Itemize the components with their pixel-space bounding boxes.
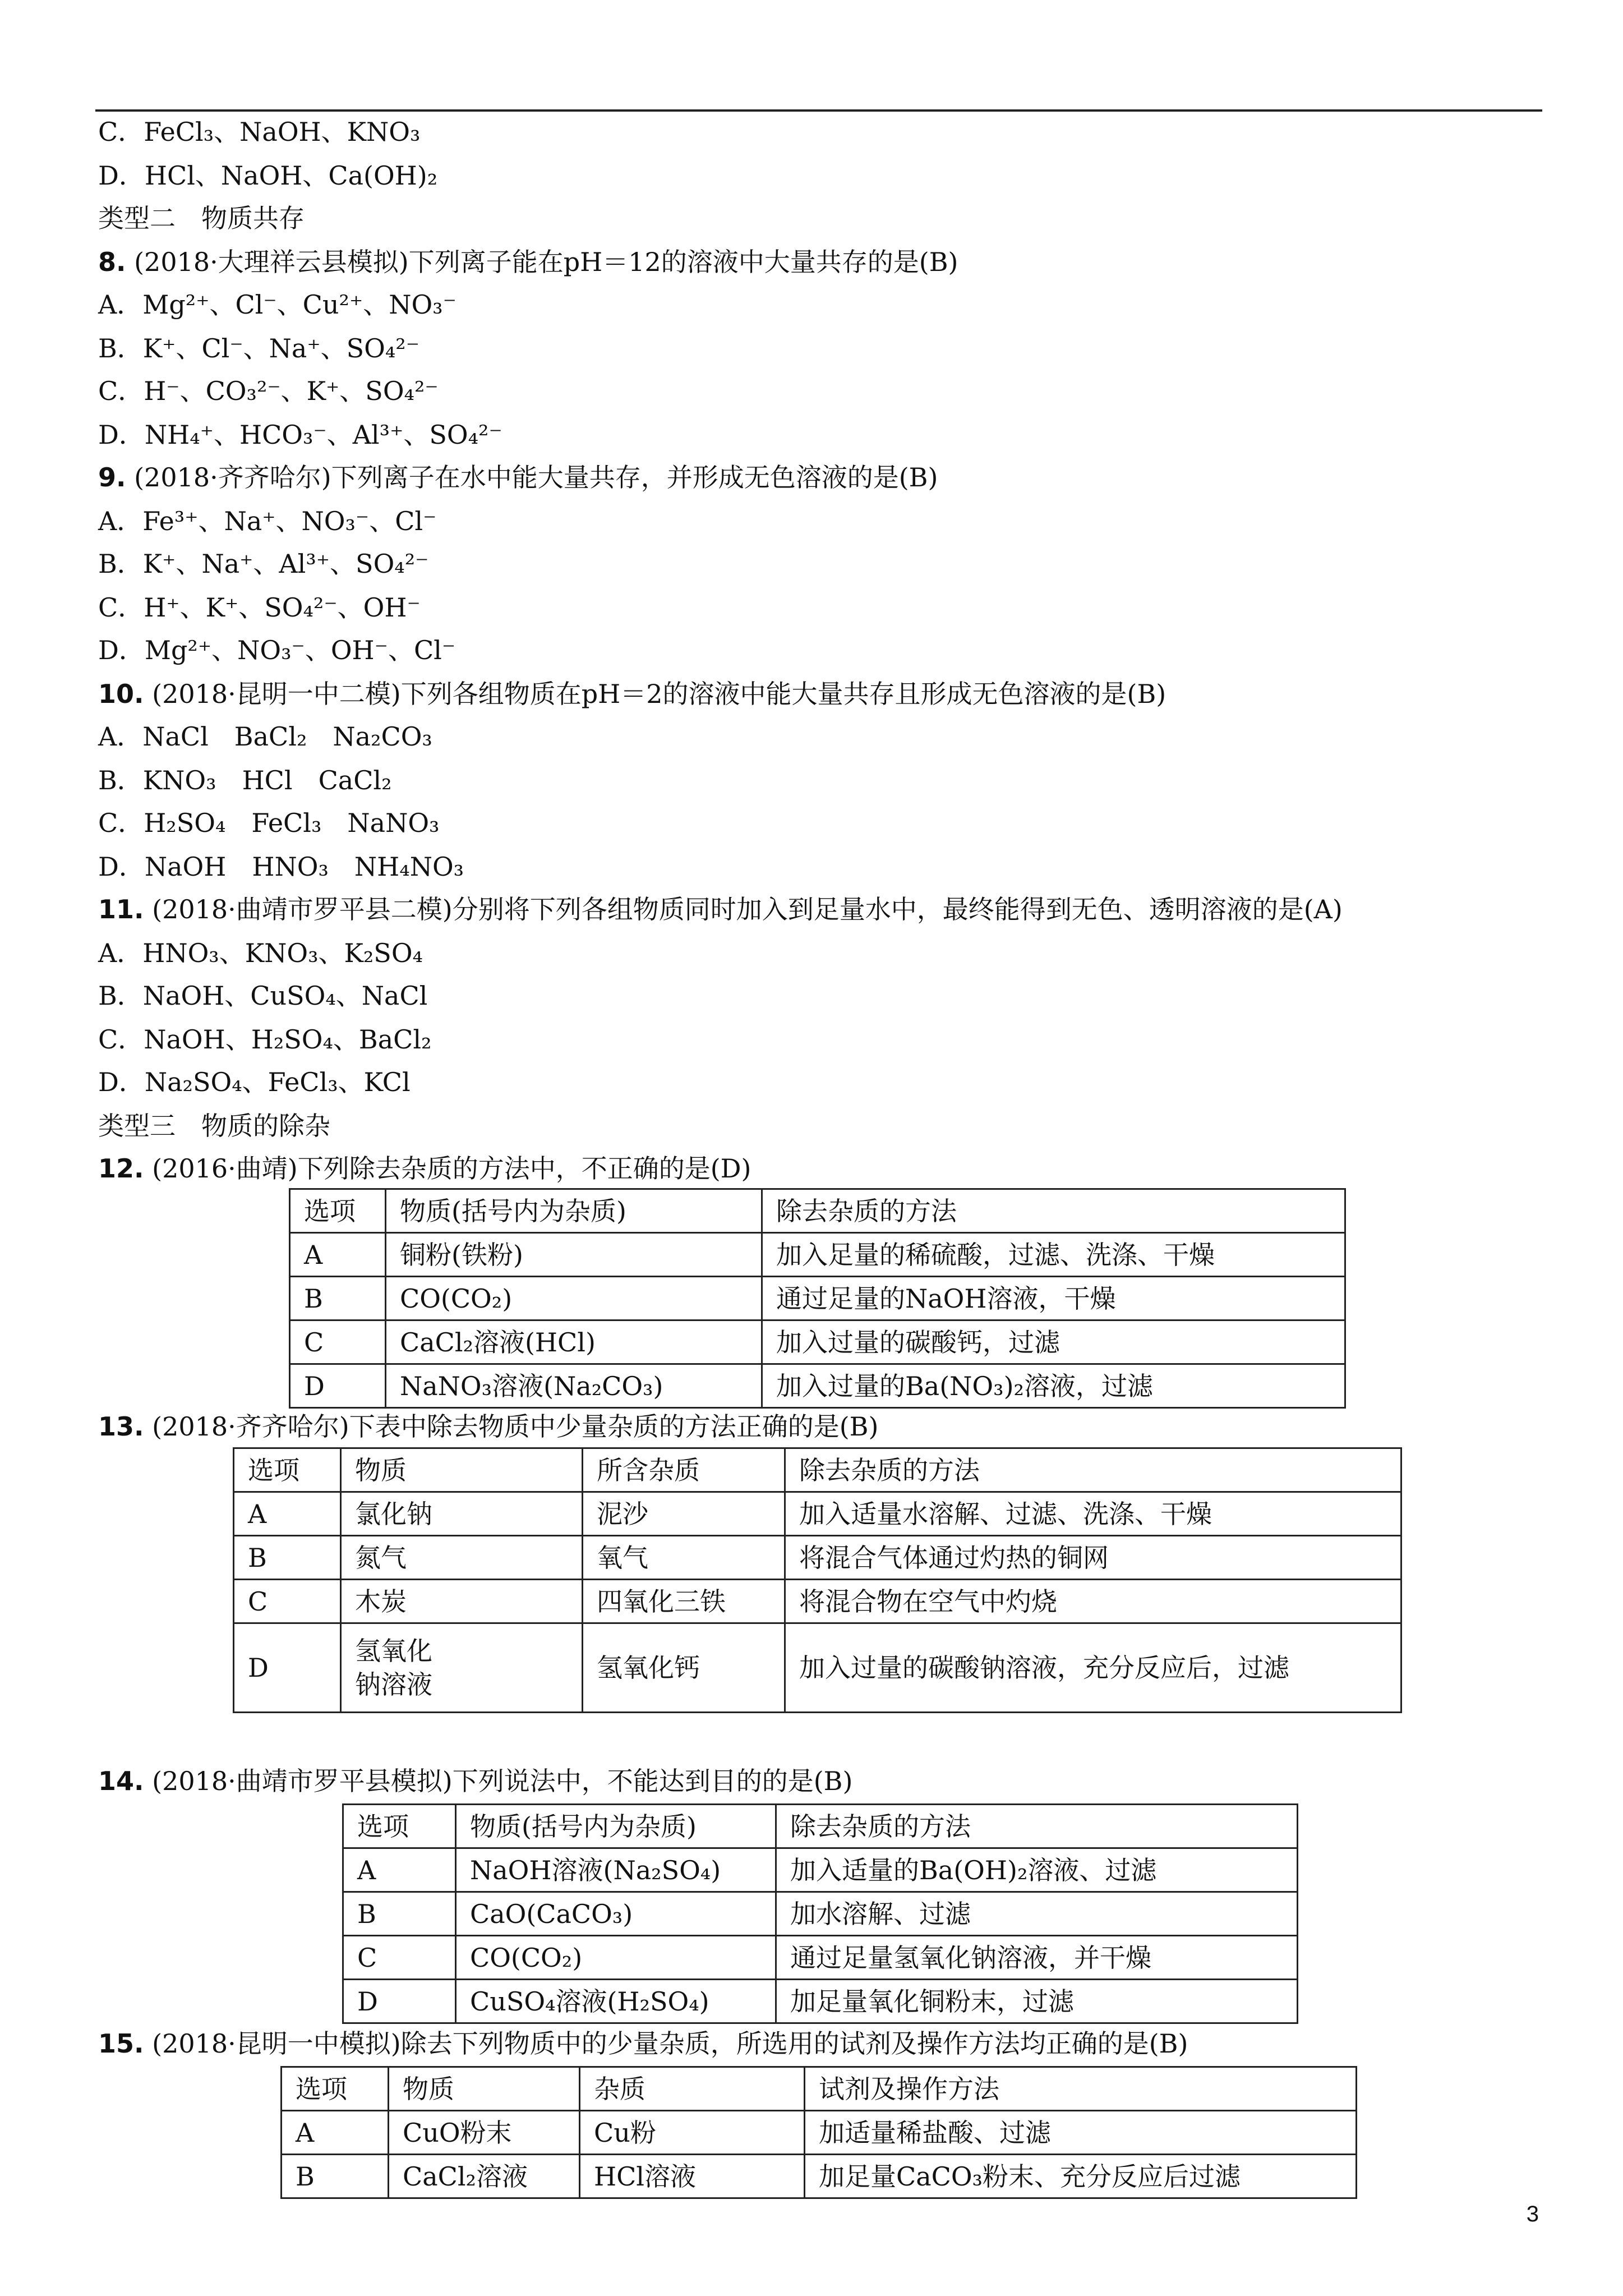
table-cell: 加入过量的碳酸钠溶液，充分反应后，过滤 [785,1623,1401,1713]
table-cell: A [343,1848,456,1892]
question-11 [98,892,1343,926]
table-cell: D [234,1623,341,1713]
table-cell: C [234,1580,341,1623]
table-header-row [343,1805,1298,1848]
table-header-row [282,2067,1357,2111]
table-cell: B [282,2155,389,2198]
table-cell: 加入过量的Ba(NO₃)₂溶液，过滤 [762,1364,1345,1408]
q9-option-c: C．H⁺、K⁺、SO₄²⁻、OH⁻ [98,592,421,623]
table-cell: HCl溶液 [580,2155,805,2198]
q13-table [233,1447,1402,1713]
q10-option-b: B．KNO₃ HCl CaCl₂ [98,765,392,795]
table-cell: C [290,1320,386,1364]
q8-option-b: B．K⁺、Cl⁻、Na⁺、SO₄²⁻ [98,333,419,364]
table-cell: 氢氧化钙 [583,1623,785,1713]
table-cell: 物质 [389,2067,580,2111]
table-cell: CaCl₂溶液(HCl) [386,1320,762,1364]
table-cell: A [234,1492,341,1536]
table-cell [341,1623,583,1713]
table-cell: CO(CO₂) [456,1936,776,1980]
table-cell: CaO(CaCO₃) [456,1892,776,1936]
table-cell: D [343,1980,456,2023]
q8-option-a: A．Mg²⁺、Cl⁻、Cu²⁺、NO₃⁻ [98,289,457,320]
question-8 [98,245,958,279]
table-row [282,2111,1357,2155]
table-row [343,1980,1298,2023]
q9-option-a: A．Fe³⁺、Na⁺、NO₃⁻、Cl⁻ [98,506,437,536]
question-stem: (2016·曲靖)下列除去杂质的方法中，不正确的是(D) [152,1153,751,1184]
table-cell: 除去杂质的方法 [785,1448,1401,1492]
table-cell: 选项 [234,1448,341,1492]
table-cell: 加适量稀盐酸、过滤 [805,2111,1357,2155]
table-cell: D [290,1364,386,1408]
q14-table [342,1803,1298,2024]
question-number: 15. [98,2028,144,2059]
q8-option-c: C．H⁻、CO₃²⁻、K⁺、SO₄²⁻ [98,376,439,406]
table-row [234,1580,1401,1623]
table-cell: 通过足量氢氧化钠溶液，并干燥 [776,1936,1298,1980]
table-cell: 通过足量的NaOH溶液，干燥 [762,1277,1345,1320]
q11-option-a: A．HNO₃、KNO₃、K₂SO₄ [98,938,423,968]
question-stem: (2018·齐齐哈尔)下列离子在水中能大量共存，并形成无色溶液的是(B) [134,462,938,493]
table-cell: 木炭 [341,1580,583,1623]
question-number: 14. [98,1766,144,1796]
question-14 [98,1764,852,1798]
table-cell: A [282,2111,389,2155]
page-number: 3 [1526,2202,1539,2226]
q15-table [280,2066,1357,2199]
question-12 [98,1152,751,1185]
table-cell: 加水溶解、过滤 [776,1892,1298,1936]
table-cell: 加足量氧化铜粉末，过滤 [776,1980,1298,2023]
section-heading-2: 类型二 物质共存 [98,203,305,233]
table-cell: C [343,1936,456,1980]
table-cell: Cu粉 [580,2111,805,2155]
table-cell: CaCl₂溶液 [389,2155,580,2198]
table-cell: 铜粉(铁粉) [386,1233,762,1277]
table-cell: 加入足量的稀硫酸，过滤、洗涤、干燥 [762,1233,1345,1277]
table-cell: 物质(括号内为杂质) [456,1805,776,1848]
table-cell: 除去杂质的方法 [776,1805,1298,1848]
table-row [234,1536,1401,1580]
option-d-prev: D．HCl、NaOH、Ca(OH)₂ [98,160,438,191]
q9-option-b: B．K⁺、Na⁺、Al³⁺、SO₄²⁻ [98,549,429,579]
question-number: 11. [98,894,144,924]
question-stem: (2018·曲靖市罗平县模拟)下列说法中，不能达到目的的是(B) [152,1766,853,1796]
table-cell: 加入过量的碳酸钙，过滤 [762,1320,1345,1364]
q11-option-b: B．NaOH、CuSO₄、NaCl [98,981,428,1011]
table-cell: B [234,1536,341,1580]
table-row [290,1277,1345,1320]
header-rule [95,109,1542,112]
table-cell: 泥沙 [583,1492,785,1536]
table-cell: A [290,1233,386,1277]
table-cell: 试剂及操作方法 [805,2067,1357,2111]
table-cell: NaNO₃溶液(Na₂CO₃) [386,1364,762,1408]
table-cell: 氯化钠 [341,1492,583,1536]
table-cell: 将混合物在空气中灼烧 [785,1580,1401,1623]
table-header-row [234,1448,1401,1492]
q12-table [289,1188,1346,1409]
question-stem: (2018·昆明一中二模)下列各组物质在pH＝2的溶液中能大量共存且形成无色溶液的是(B) [152,679,1166,709]
q9-option-d: D．Mg²⁺、NO₃⁻、OH⁻、Cl⁻ [98,635,456,665]
question-number: 9. [98,462,126,493]
cell-text: 氢氧化钠溶液 [355,1636,432,1700]
question-stem: (2018·曲靖市罗平县二模)分别将下列各组物质同时加入到足量水中，最终能得到无色、透明溶液的是(A) [152,894,1343,924]
table-row [343,1848,1298,1892]
q10-option-c: C．H₂SO₄ FeCl₃ NaNO₃ [98,808,440,838]
table-row [343,1892,1298,1936]
table-header-row [290,1189,1345,1233]
table-row [234,1623,1401,1713]
q8-option-d: D．NH₄⁺、HCO₃⁻、Al³⁺、SO₄²⁻ [98,420,502,450]
table-cell: 所含杂质 [583,1448,785,1492]
question-number: 8. [98,247,126,277]
question-number: 10. [98,679,144,709]
table-cell: 杂质 [580,2067,805,2111]
table-cell: 选项 [282,2067,389,2111]
option-c-prev: C．FeCl₃、NaOH、KNO₃ [98,117,421,147]
q10-option-a: A．NaCl BaCl₂ Na₂CO₃ [98,721,432,752]
table-cell: CO(CO₂) [386,1277,762,1320]
table-cell: 物质(括号内为杂质) [386,1189,762,1233]
table-cell: 将混合气体通过灼热的铜网 [785,1536,1401,1580]
question-stem: (2018·大理祥云县模拟)下列离子能在pH＝12的溶液中大量共存的是(B) [134,247,958,277]
table-cell: 四氧化三铁 [583,1580,785,1623]
question-10 [98,677,1166,711]
table-cell: 加入适量的Ba(OH)₂溶液、过滤 [776,1848,1298,1892]
table-cell: 氧气 [583,1536,785,1580]
question-9 [98,461,938,494]
table-cell: 选项 [290,1189,386,1233]
table-cell: NaOH溶液(Na₂SO₄) [456,1848,776,1892]
table-cell: B [343,1892,456,1936]
question-15 [98,2027,1188,2060]
table-row [290,1233,1345,1277]
table-cell: 氮气 [341,1536,583,1580]
table-cell: CuSO₄溶液(H₂SO₄) [456,1980,776,2023]
table-row [290,1364,1345,1408]
table-cell: 加入适量水溶解、过滤、洗涤、干燥 [785,1492,1401,1536]
table-cell: CuO粉末 [389,2111,580,2155]
question-stem: (2018·齐齐哈尔)下表中除去物质中少量杂质的方法正确的是(B) [152,1411,879,1442]
table-cell: 加足量CaCO₃粉末、充分反应后过滤 [805,2155,1357,2198]
q11-option-c: C．NaOH、H₂SO₄、BaCl₂ [98,1024,432,1055]
table-row [234,1492,1401,1536]
question-number: 12. [98,1153,144,1184]
section-heading-3: 类型三 物质的除杂 [98,1111,330,1141]
table-cell: B [290,1277,386,1320]
table-row [290,1320,1345,1364]
question-stem: (2018·昆明一中模拟)除去下列物质中的少量杂质，所选用的试剂及操作方法均正确的是(B) [152,2028,1188,2059]
table-cell: 物质 [341,1448,583,1492]
question-13 [98,1410,878,1443]
q11-option-d: D．Na₂SO₄、FeCl₃、KCl [98,1067,411,1097]
table-cell: 除去杂质的方法 [762,1189,1345,1233]
table-row [282,2155,1357,2198]
table-cell: 选项 [343,1805,456,1848]
table-row [343,1936,1298,1980]
q10-option-d: D．NaOH HNO₃ NH₄NO₃ [98,852,464,882]
question-number: 13. [98,1411,144,1442]
